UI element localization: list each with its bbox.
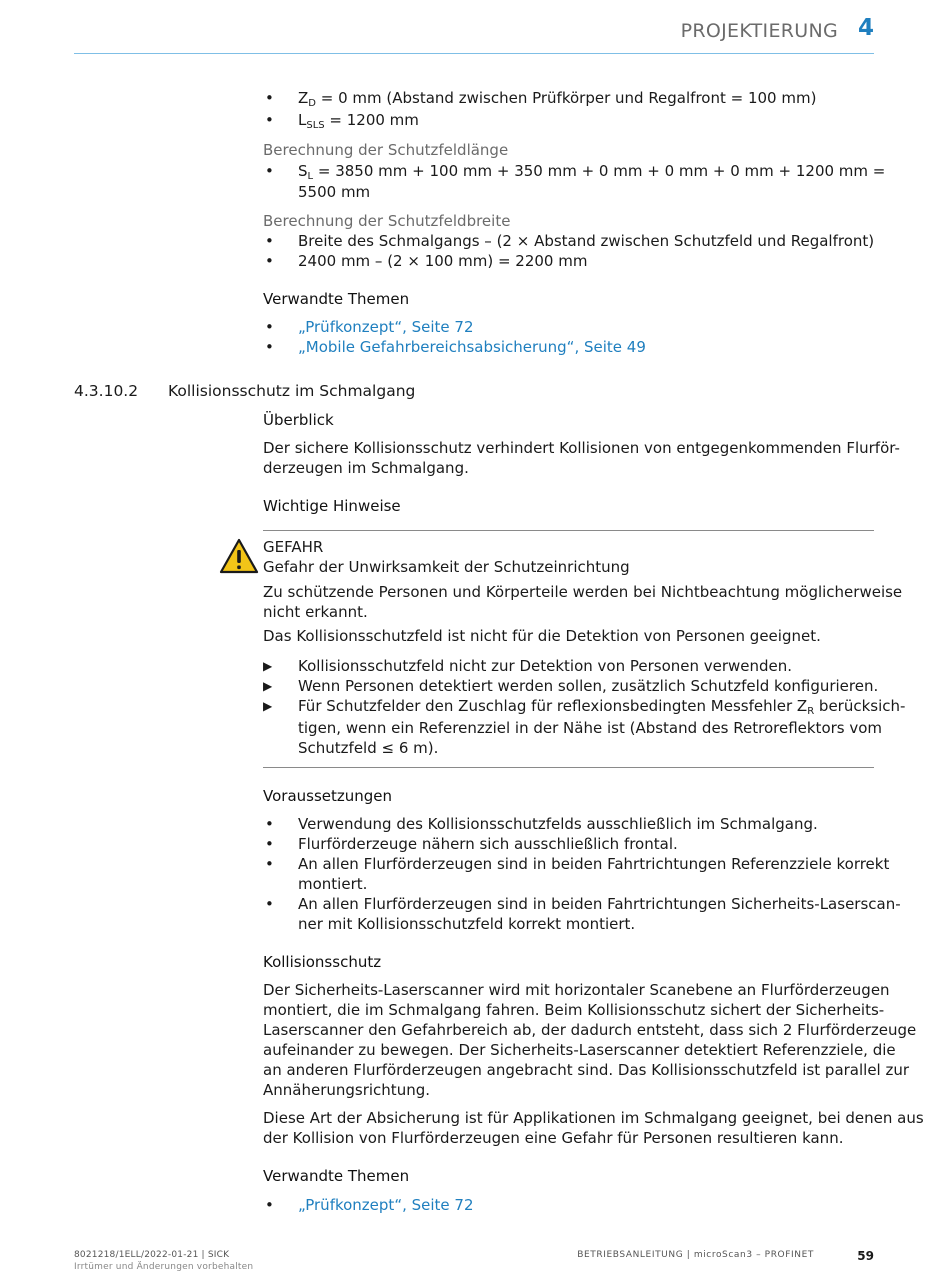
collision-text: der Kollision von Flurförderzeugen eine Gefahr für Personen resultieren kann. bbox=[263, 1129, 844, 1147]
chapter-title: PROJEKTIERUNG bbox=[680, 20, 838, 42]
overview-text: Der sichere Kollisionsschutz verhindert Kollisionen von entgegenkommenden Flurför- bbox=[263, 439, 900, 457]
bullet: • bbox=[265, 855, 274, 873]
danger-bottom-rule bbox=[263, 767, 874, 768]
action-item: Für Schutzfelder den Zuschlag für reflexionsbedingten Messfehler $Z_R$ berücksich- bbox=[298, 697, 906, 717]
overview-text: derzeugen im Schmalgang. bbox=[263, 459, 469, 477]
bullet: • bbox=[265, 338, 274, 356]
danger-text: Zu schützende Personen und Körperteile werden bei Nichtbeachtung möglicherweise bbox=[263, 583, 903, 601]
bullet: • bbox=[265, 111, 274, 129]
link-mobile-gefahrbereichsabsicherung[interactable]: „Mobile Gefahrbereichsabsicherung“, Seite 49 bbox=[298, 338, 646, 356]
related-topics-heading: Verwandte Themen bbox=[263, 290, 410, 308]
page-number: 59 bbox=[857, 1249, 874, 1263]
prereq-heading: Voraussetzungen bbox=[263, 787, 393, 805]
overview-heading: Überblick bbox=[263, 411, 334, 429]
link-pruefkonzept[interactable]: „Prüfkonzept“, Seite 72 bbox=[298, 318, 474, 336]
collision-text: montiert, die im Schmalgang fahren. Beim Kollisionsschutz sichert der Sicherheits- bbox=[263, 1001, 885, 1019]
list-item: An allen Flurförderzeugen sind in beiden Fahrtrichtungen Sicherheits-Laserscan- bbox=[298, 895, 901, 913]
danger-text: nicht erkannt. bbox=[263, 603, 368, 621]
danger-top-rule bbox=[263, 530, 874, 531]
bullet: • bbox=[265, 252, 274, 270]
footer-manual: BETRIEBSANLEITUNG | microScan3 – PROFINET bbox=[577, 1250, 814, 1260]
action-arrow-icon: ▶ bbox=[263, 699, 273, 713]
danger-text: Das Kollisionsschutzfeld ist nicht für die Detektion von Personen geeignet. bbox=[263, 627, 821, 645]
bullet: • bbox=[265, 232, 274, 250]
bullet: • bbox=[265, 162, 274, 180]
warning-triangle-icon bbox=[219, 538, 259, 574]
calc-width-heading: Berechnung der Schutzfeldbreite bbox=[263, 212, 511, 230]
footer-doc-id: 8021218/1ELL/2022-01-21 | SICK bbox=[74, 1250, 230, 1260]
danger-label: GEFAHR bbox=[263, 538, 324, 556]
collision-text: Diese Art der Absicherung ist für Applikationen im Schmalgang geeignet, bei denen aus bbox=[263, 1109, 924, 1127]
list-item: An allen Flurförderzeugen sind in beiden Fahrtrichtungen Referenzziele korrekt bbox=[298, 855, 890, 873]
action-item: Wenn Personen detektiert werden sollen, zusätzlich Schutzfeld konfigurieren. bbox=[298, 677, 879, 695]
section-title: Kollisionsschutz im Schmalgang bbox=[168, 382, 416, 400]
header-divider bbox=[74, 53, 874, 54]
calc-length-heading: Berechnung der Schutzfeldlänge bbox=[263, 141, 509, 159]
danger-subtitle: Gefahr der Unwirksamkeit der Schutzeinrichtung bbox=[263, 558, 630, 576]
bullet: • bbox=[265, 89, 274, 107]
list-item: $Z_D = 0$ mm (Abstand zwischen Prüfkörper und Regalfront = 100 mm) bbox=[298, 89, 817, 109]
collision-text: an anderen Flurförderzeugen angebracht sind. Das Kollisionsschutzfeld ist parallel zur bbox=[263, 1061, 910, 1079]
list-item: $S_L = 3850$ mm + 100 mm + 350 mm + 0 mm + 0 mm + 0 mm + 1200 mm = bbox=[298, 162, 886, 182]
bullet: • bbox=[265, 835, 274, 853]
action-item: Kollisionsschutzfeld nicht zur Detektion von Personen verwenden. bbox=[298, 657, 793, 675]
section-number: 4.3.10.2 bbox=[74, 382, 139, 400]
collision-text: aufeinander zu bewegen. Der Sicherheits-Laserscanner detektiert Referenzziele, die bbox=[263, 1041, 896, 1059]
list-item: Verwendung des Kollisionsschutzfelds ausschließlich im Schmalgang. bbox=[298, 815, 818, 833]
bullet: • bbox=[265, 318, 274, 336]
notes-heading: Wichtige Hinweise bbox=[263, 497, 401, 515]
collision-text: Der Sicherheits-Laserscanner wird mit horizontaler Scanebene an Flurförderzeugen bbox=[263, 981, 890, 999]
list-item: Breite des Schmalgangs – (2 × Abstand zwischen Schutzfeld und Regalfront) bbox=[298, 232, 875, 250]
collision-text: Annäherungsrichtung. bbox=[263, 1081, 430, 1099]
action-arrow-icon: ▶ bbox=[263, 679, 273, 693]
collision-text: Laserscanner den Gefahrbereich ab, der dadurch entsteht, dass sich 2 Flurförderzeuge bbox=[263, 1021, 917, 1039]
list-item-continuation: 5500 mm bbox=[298, 183, 371, 201]
list-item-continuation: montiert. bbox=[298, 875, 368, 893]
list-item: Flurförderzeuge nähern sich ausschließlich frontal. bbox=[298, 835, 678, 853]
collision-heading: Kollisionsschutz bbox=[263, 953, 382, 971]
chapter-number: 4 bbox=[857, 15, 874, 41]
list-item-continuation: ner mit Kollisionsschutzfeld korrekt montiert. bbox=[298, 915, 636, 933]
action-item-continuation: Schutzfeld ≤ 6 m). bbox=[298, 739, 439, 757]
list-item: $L_{SLS} = 1200$ mm bbox=[298, 111, 419, 131]
action-item-continuation: tigen, wenn ein Referenzziel in der Nähe ist (Abstand des Retroreflektors vom bbox=[298, 719, 883, 737]
footer-disclaimer: Irrtümer und Änderungen vorbehalten bbox=[74, 1262, 254, 1272]
bullet: • bbox=[265, 1196, 274, 1214]
bullet: • bbox=[265, 895, 274, 913]
action-arrow-icon: ▶ bbox=[263, 659, 273, 673]
link-pruefkonzept[interactable]: „Prüfkonzept“, Seite 72 bbox=[298, 1196, 474, 1214]
bullet: • bbox=[265, 815, 274, 833]
related-topics-heading: Verwandte Themen bbox=[263, 1167, 410, 1185]
list-item: 2400 mm – (2 × 100 mm) = 2200 mm bbox=[298, 252, 588, 270]
